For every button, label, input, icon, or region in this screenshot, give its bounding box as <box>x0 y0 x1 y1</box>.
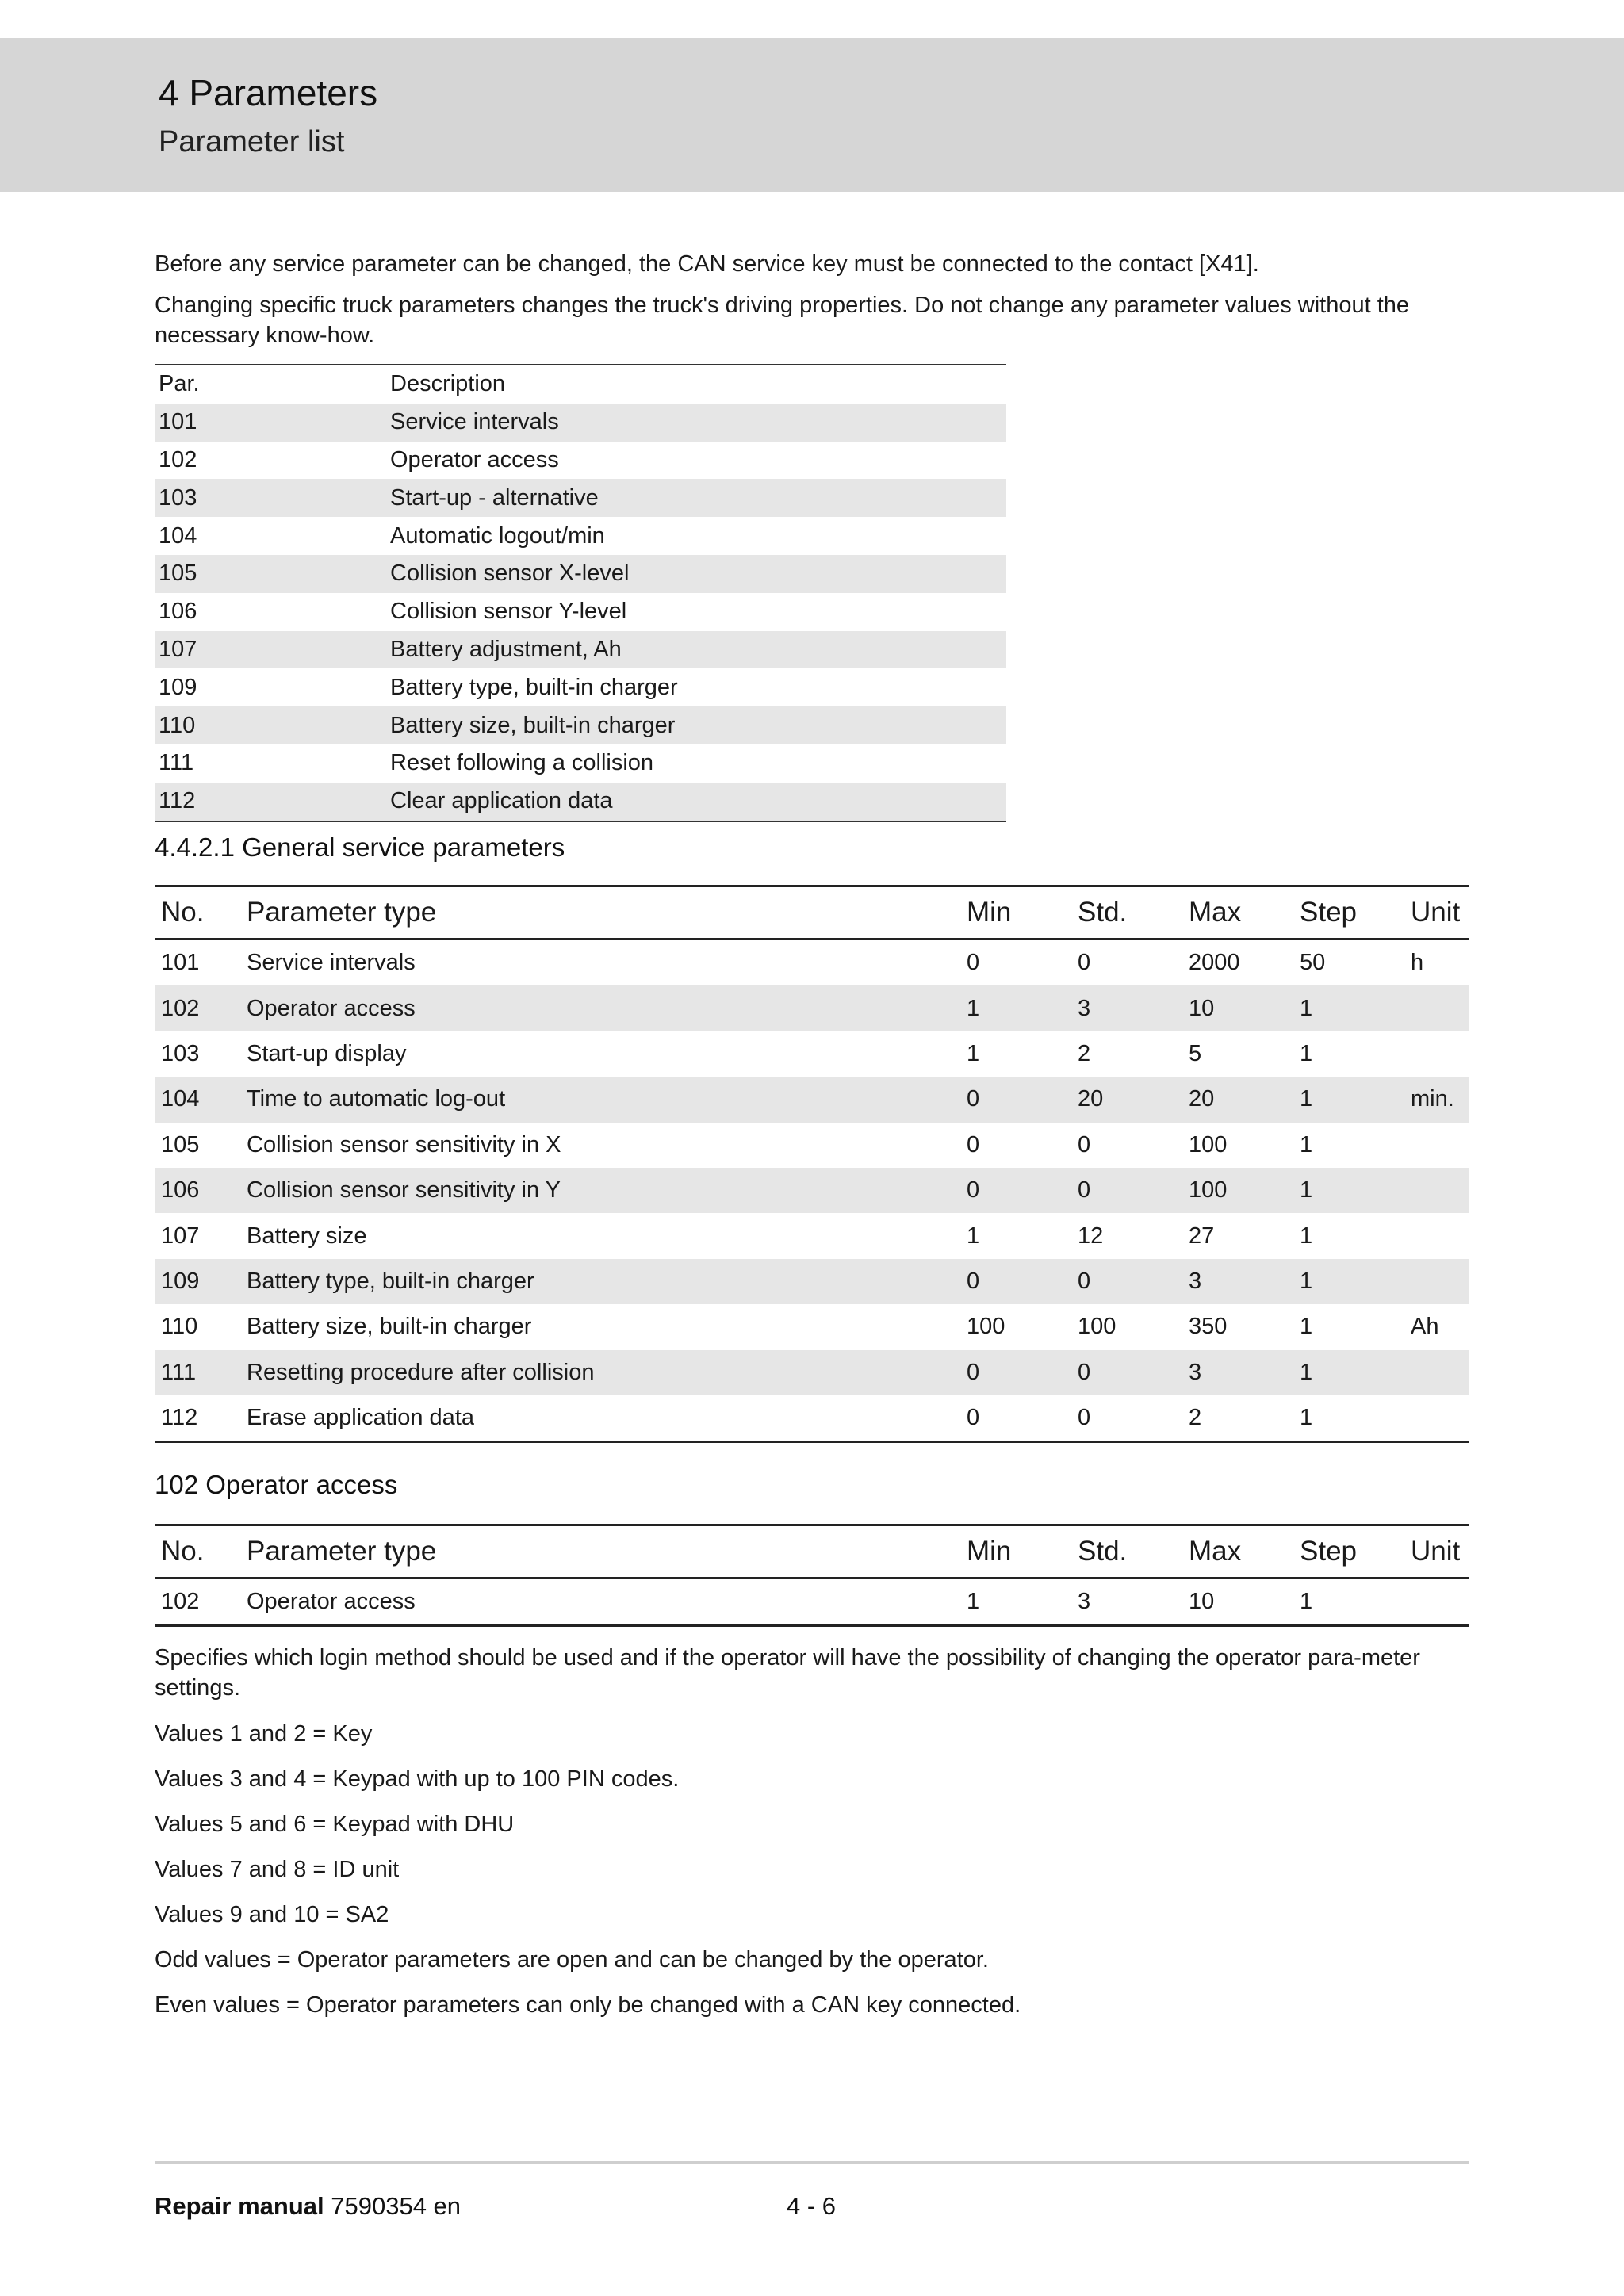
cell-description: Clear application data <box>386 783 1006 821</box>
column-header-parameter-type: Parameter type <box>240 1525 960 1578</box>
cell-par: 112 <box>155 783 386 821</box>
value-line: Values 3 and 4 = Keypad with up to 100 PIN codes. <box>155 1766 680 1792</box>
value-line: Even values = Operator parameters can only be changed with a CAN key connected. <box>155 1992 1021 2018</box>
cell-parameter-type: Collision sensor sensitivity in Y <box>240 1168 960 1213</box>
table-row <box>155 1350 1469 1395</box>
cell-std: 2 <box>1078 1040 1091 1066</box>
cell-par: 110 <box>155 706 386 744</box>
cell-parameter-type: Battery type, built-in charger <box>240 1259 960 1304</box>
cell-std: 0 <box>1078 950 1091 976</box>
cell-min: 0 <box>967 950 980 976</box>
cell-par: 105 <box>155 555 386 593</box>
list-row <box>155 442 1006 480</box>
cell-par: 109 <box>159 674 197 700</box>
list-row <box>155 744 1006 783</box>
column-header-step: Step <box>1293 1525 1404 1578</box>
intro-paragraph-2: Changing specific truck parameters changes the truck's driving properties. Do not change any parameter values without the necessary know-how. <box>155 293 1410 348</box>
column-header-min: Min <box>960 1525 1071 1578</box>
column-header-description: Description <box>390 371 506 397</box>
cell-step: 1 <box>1293 1395 1404 1442</box>
column-header-max: Max <box>1182 886 1293 939</box>
cell-description: Battery size, built-in charger <box>386 706 1006 744</box>
table-row <box>155 1031 1469 1077</box>
cell-parameter-type: Operator access <box>240 1578 960 1626</box>
table-row <box>155 1304 1469 1349</box>
cell-unit: min. <box>1404 1077 1469 1122</box>
cell-max: 20 <box>1182 1077 1293 1122</box>
cell-std: 0 <box>1071 1395 1182 1442</box>
column-header-max: Max <box>1182 1525 1293 1578</box>
cell-std: 100 <box>1078 1314 1116 1340</box>
cell-min: 0 <box>967 1131 980 1158</box>
cell-std: 0 <box>1071 1259 1182 1304</box>
table-row <box>155 1123 1469 1168</box>
cell-description: Battery type, built-in charger <box>390 674 678 700</box>
list-row <box>155 668 1006 706</box>
cell-min: 0 <box>960 1259 1071 1304</box>
table-row <box>155 939 1469 986</box>
cell-step: 1 <box>1300 1223 1313 1249</box>
cell-unit: h <box>1411 950 1424 976</box>
cell-min: 0 <box>960 1168 1071 1213</box>
cell-step: 1 <box>1293 1168 1404 1213</box>
list-row <box>155 593 1006 631</box>
cell-unit <box>1404 985 1469 1031</box>
cell-unit <box>1404 1168 1469 1213</box>
column-header-unit: Unit <box>1404 1525 1469 1578</box>
cell-description: Automatic logout/min <box>390 522 605 549</box>
list-row <box>155 631 1006 669</box>
cell-unit <box>1404 1350 1469 1395</box>
cell-step: 1 <box>1300 1314 1313 1340</box>
cell-parameter-type: Battery size, built-in charger <box>247 1314 532 1340</box>
table-row <box>155 1213 1469 1258</box>
cell-no: 109 <box>155 1259 240 1304</box>
cell-no: 106 <box>155 1168 240 1213</box>
general-parameters-table <box>155 885 1469 1443</box>
column-header-no: No. <box>155 886 240 939</box>
cell-step: 1 <box>1293 1350 1404 1395</box>
cell-max: 27 <box>1189 1223 1215 1249</box>
cell-min: 0 <box>960 1077 1071 1122</box>
cell-description: Battery adjustment, Ah <box>386 631 1006 669</box>
column-header-step: Step <box>1293 886 1404 939</box>
cell-step: 1 <box>1300 1131 1313 1158</box>
cell-no: 112 <box>155 1395 240 1442</box>
cell-parameter-type: Erase application data <box>240 1395 960 1442</box>
cell-min: 100 <box>967 1314 1005 1340</box>
value-line: Values 1 and 2 = Key <box>155 1721 373 1747</box>
general-service-parameters-heading: 4.4.2.1 General service parameters <box>155 832 565 862</box>
table-row <box>155 1578 1469 1626</box>
intro-paragraph-1: Before any service parameter can be changed, the CAN service key must be connected to the contact [X41]. <box>155 251 1259 277</box>
cell-max: 10 <box>1182 1578 1293 1626</box>
cell-std: 0 <box>1071 1350 1182 1395</box>
column-header-par: Par. <box>159 371 200 397</box>
cell-description: Collision sensor X-level <box>386 555 1006 593</box>
value-line: Values 9 and 10 = SA2 <box>155 1902 389 1927</box>
list-row <box>155 479 1006 517</box>
cell-par: 103 <box>155 479 386 517</box>
cell-max: 3 <box>1182 1259 1293 1304</box>
cell-description: Collision sensor Y-level <box>390 599 627 625</box>
cell-max: 100 <box>1182 1168 1293 1213</box>
chapter-title: 4 Parameters <box>159 72 378 113</box>
cell-unit <box>1404 1031 1469 1077</box>
cell-no: 111 <box>155 1350 240 1395</box>
operator-access-table <box>155 1524 1469 1627</box>
cell-step: 1 <box>1293 985 1404 1031</box>
table-row <box>155 985 1469 1031</box>
cell-parameter-type: Collision sensor sensitivity in X <box>247 1131 561 1158</box>
cell-step: 1 <box>1293 1259 1404 1304</box>
cell-description: Reset following a collision <box>390 750 654 776</box>
cell-par: 104 <box>159 522 197 549</box>
operator-access-description: Specifies which login method should be used and if the operator will have the possibility of changing the operator para-meter settings. <box>155 1645 1420 1701</box>
cell-max: 2000 <box>1189 950 1240 976</box>
cell-description: Operator access <box>390 446 559 473</box>
cell-min: 1 <box>967 1223 980 1249</box>
footer-divider <box>155 2161 1469 2164</box>
cell-min: 0 <box>960 1350 1071 1395</box>
cell-description: Start-up - alternative <box>386 479 1006 517</box>
list-row <box>155 555 1006 593</box>
cell-description: Service intervals <box>386 404 1006 442</box>
cell-unit <box>1404 1259 1469 1304</box>
cell-parameter-type: Battery size <box>247 1223 367 1249</box>
cell-unit <box>1404 1578 1469 1626</box>
cell-std: 0 <box>1078 1131 1091 1158</box>
cell-no: 105 <box>161 1131 200 1158</box>
cell-parameter-type: Resetting procedure after collision <box>240 1350 960 1395</box>
value-line: Values 5 and 6 = Keypad with DHU <box>155 1812 515 1837</box>
cell-max: 2 <box>1182 1395 1293 1442</box>
cell-std: 3 <box>1071 985 1182 1031</box>
operator-access-heading: 102 Operator access <box>155 1470 398 1499</box>
cell-no: 104 <box>155 1077 240 1122</box>
column-header-std: Std. <box>1071 1525 1182 1578</box>
cell-par: 107 <box>155 631 386 669</box>
cell-std: 12 <box>1078 1223 1104 1249</box>
cell-std: 20 <box>1071 1077 1182 1122</box>
table-header-row <box>155 365 1006 404</box>
value-line: Values 7 and 8 = ID unit <box>155 1857 400 1882</box>
cell-max: 5 <box>1189 1040 1202 1066</box>
cell-no: 101 <box>161 950 200 976</box>
cell-no: 102 <box>155 985 240 1031</box>
column-header-min: Min <box>960 886 1071 939</box>
chapter-subtitle: Parameter list <box>159 125 345 159</box>
table-row <box>155 1259 1469 1304</box>
cell-unit <box>1404 1123 1469 1168</box>
cell-min: 1 <box>960 1578 1071 1626</box>
cell-min: 1 <box>960 985 1071 1031</box>
list-row <box>155 783 1006 821</box>
table-header-row <box>155 1525 1469 1578</box>
cell-unit: Ah <box>1411 1314 1439 1340</box>
list-row <box>155 517 1006 555</box>
cell-no: 102 <box>155 1578 240 1626</box>
cell-step: 1 <box>1293 1578 1404 1626</box>
cell-step: 1 <box>1293 1077 1404 1122</box>
header-band <box>0 38 1624 192</box>
list-row <box>155 404 1006 442</box>
cell-parameter-type: Service intervals <box>247 950 416 976</box>
cell-min: 0 <box>960 1395 1071 1442</box>
cell-std: 0 <box>1071 1168 1182 1213</box>
value-line: Odd values = Operator parameters are open and can be changed by the operator. <box>155 1947 989 1973</box>
parameter-list-table <box>155 364 1006 822</box>
cell-no: 110 <box>161 1314 198 1340</box>
cell-no: 107 <box>161 1223 200 1249</box>
column-header-unit: Unit <box>1404 886 1469 939</box>
cell-max: 350 <box>1189 1314 1228 1340</box>
cell-unit <box>1404 1395 1469 1442</box>
cell-step: 50 <box>1300 950 1326 976</box>
cell-min: 1 <box>967 1040 980 1066</box>
cell-par: 102 <box>159 446 197 473</box>
cell-step: 1 <box>1300 1040 1313 1066</box>
cell-par: 111 <box>159 750 194 776</box>
cell-parameter-type: Operator access <box>240 985 960 1031</box>
cell-max: 10 <box>1182 985 1293 1031</box>
column-header-parameter-type: Parameter type <box>240 886 960 939</box>
list-row <box>155 706 1006 744</box>
footer-manual <box>155 2192 461 2221</box>
footer-manual-number: 7590354 en <box>331 2192 462 2220</box>
cell-std: 3 <box>1071 1578 1182 1626</box>
table-row <box>155 1168 1469 1213</box>
cell-parameter-type: Start-up display <box>247 1040 407 1066</box>
cell-parameter-type: Time to automatic log-out <box>240 1077 960 1122</box>
column-header-no: No. <box>155 1525 240 1578</box>
cell-unit <box>1404 1213 1469 1258</box>
cell-max: 100 <box>1189 1131 1228 1158</box>
table-row <box>155 1077 1469 1122</box>
footer-manual-label: Repair manual <box>155 2192 324 2220</box>
page-number: 4 - 6 <box>787 2192 837 2220</box>
cell-no: 103 <box>161 1040 200 1066</box>
table-row <box>155 1395 1469 1442</box>
table-header-row <box>155 886 1469 939</box>
cell-par: 101 <box>155 404 386 442</box>
cell-max: 3 <box>1182 1350 1293 1395</box>
column-header-std: Std. <box>1071 886 1182 939</box>
cell-par: 106 <box>159 599 197 625</box>
